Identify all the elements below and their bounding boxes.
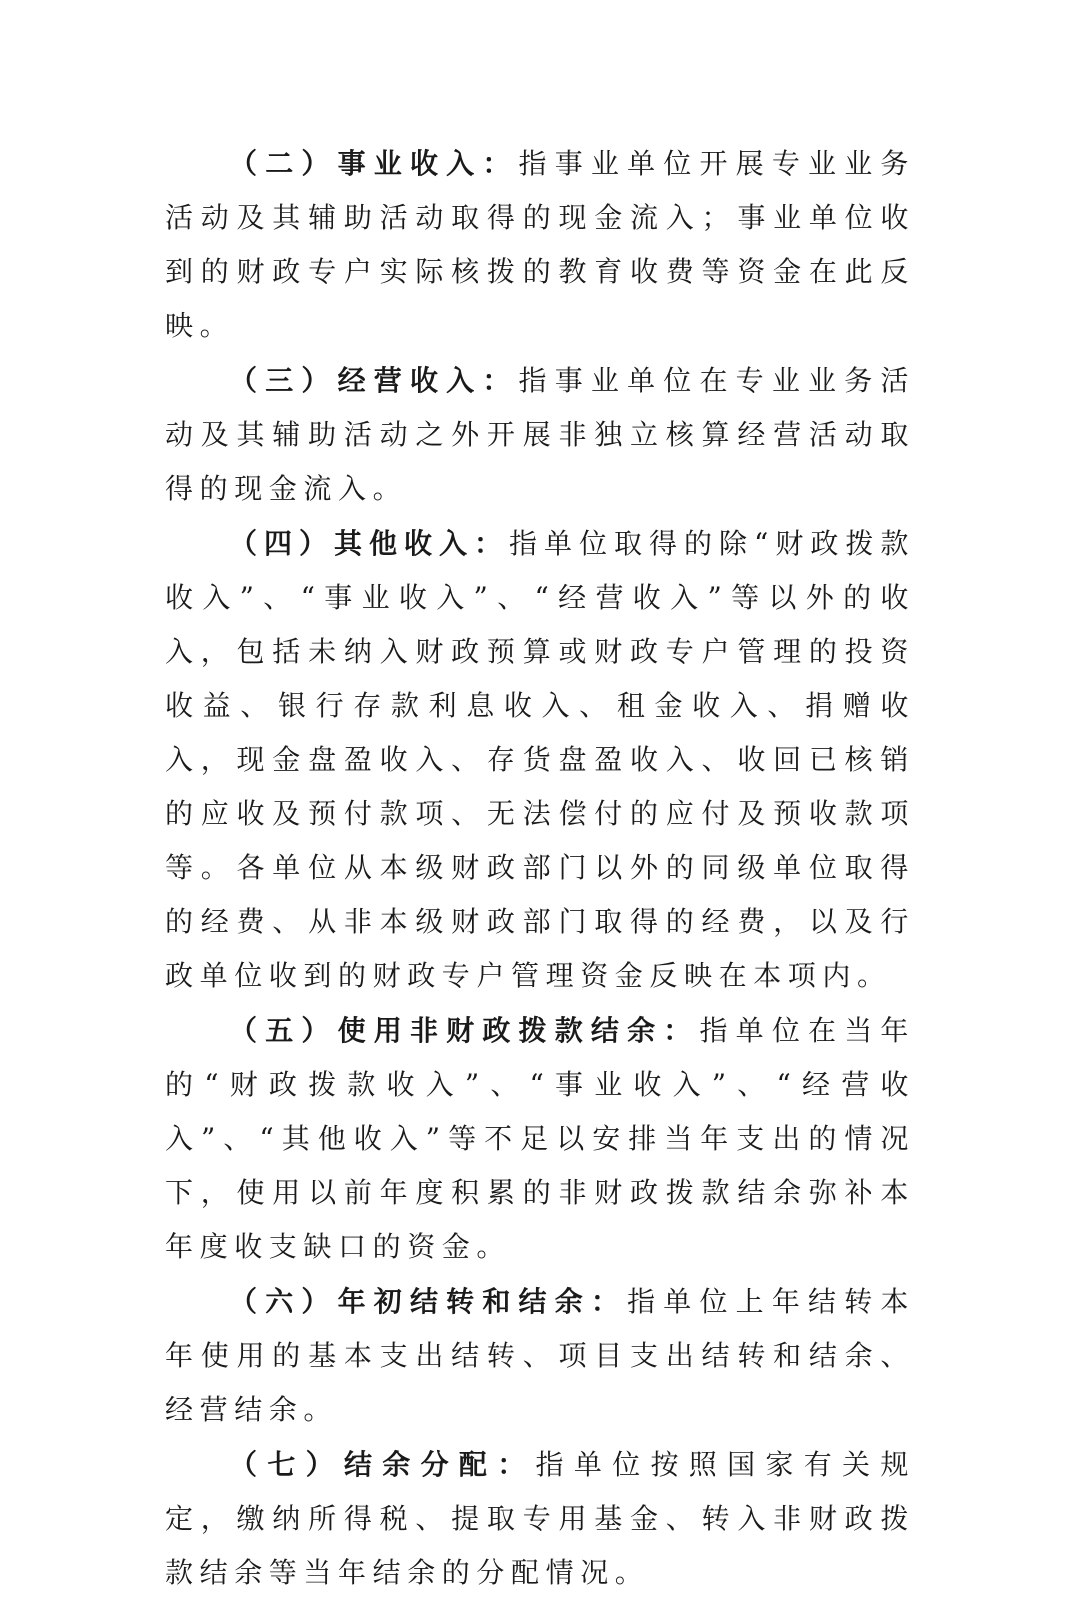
paragraph-other-income	[165, 517, 915, 1003]
definition-business-income: 指事业单位开展专业业务活动及其辅助活动取得的现金流入；事业单位收到的财政专户实际核拨的教育收费等资金在此反映。	[165, 147, 915, 342]
term-non-fiscal-balance: （五）使用非财政拨款结余：	[229, 1014, 700, 1047]
term-other-income: （四）其他收入：	[229, 527, 510, 560]
term-surplus-distribution: （七）结余分配：	[229, 1448, 536, 1481]
paragraph-operating-income	[165, 354, 915, 516]
paragraph-opening-carryover	[165, 1275, 915, 1437]
term-business-income: （二）事业收入：	[229, 147, 519, 180]
term-operating-income: （三）经营收入：	[229, 364, 519, 397]
paragraph-non-fiscal-balance	[165, 1004, 915, 1274]
definition-non-fiscal-balance: 指单位在当年的“财政拨款收入”、“事业收入”、“经营收入”、“其他收入”等不足以安排当年支出的情况下，使用以前年度积累的非财政拨款结余弥补本年度收支缺口的资金。	[165, 1014, 915, 1263]
definition-other-income: 指单位取得的除“财政拨款收入”、“事业收入”、“经营收入”等以外的收入，包括未纳入财政预算或财政专户管理的投资收益、银行存款利息收入、租金收入、捐赠收入，现金盘盈收入、存货盘盈收入、收回已核销的应收及预付款项、无法偿付的应付及预收款项等。各单位从本级财政部门以外的同级单位取得的经费、从非本级财政部门取得的经费，以及行政单位收到的财政专户管理资金反映在本项内。	[165, 527, 915, 992]
definition-surplus-distribution: 指单位按照国家有关规定，缴纳所得税、提取专用基金、转入非财政拨款结余等当年结余的分配情况。	[165, 1448, 915, 1589]
paragraph-business-income	[165, 137, 915, 353]
definition-opening-carryover: 指单位上年结转本年使用的基本支出结转、项目支出结转和结余、经营结余。	[165, 1285, 915, 1426]
document-page	[165, 137, 915, 1601]
paragraph-surplus-distribution	[165, 1438, 915, 1600]
term-opening-carryover: （六）年初结转和结余：	[229, 1285, 628, 1318]
definition-operating-income: 指事业单位在专业业务活动及其辅助活动之外开展非独立核算经营活动取得的现金流入。	[165, 364, 915, 505]
